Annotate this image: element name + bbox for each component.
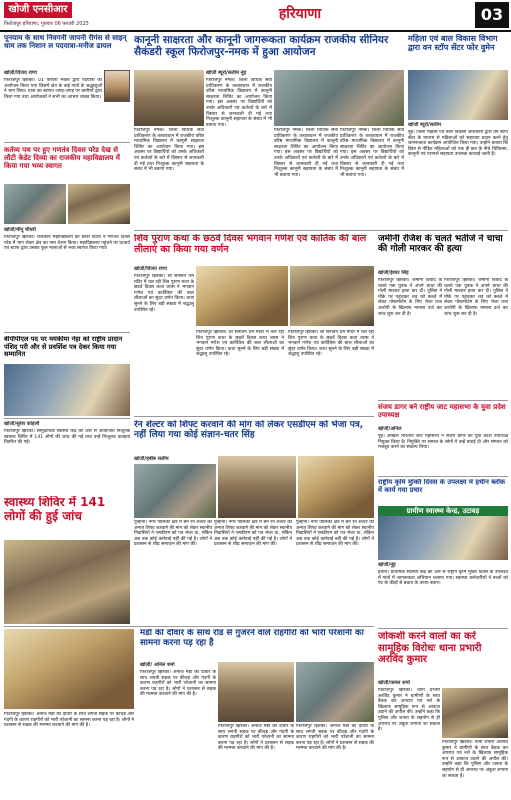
story13-body: हथीन। प्राथमिक स्वास्थ्य केंद्र की ओर से राष्ट्रीय कृमि मुक्ति दिवस के उपलक्ष्य में गांवों में जागरूकता अभियान चलाया गया। स्वास्थ्य कर्मचारियों ने बच्चों को पेट के कीड़ों से बचाव के उपाय बताए। <box>378 570 508 587</box>
story12-photo <box>296 662 374 722</box>
story4-byline: खोजी ब्यूरो/सलीम नूंह <box>206 70 247 76</box>
story11-byline: खोजी/सुरेश कोहली <box>4 421 40 427</box>
story10-body: पुन्हाना। नगर पालिका क्षेत्र में बने रेन शेल्टर को अन्यत्र शिफ्ट करवाने की मांग को लेकर स्थानीय निवासियों ने एसडीएम को पत्र भेजा था, लेकिन अब तक कोई कार्रवाई नहीं की गई है। लोगों ने प्रशासन से शीघ्र समाधान की मांग की। <box>134 520 212 548</box>
story4-body-col: फिरोजपुर नमक। जिला विधिक सेवा प्राधिकरण के तत्वावधान में राजकीय वरिष्ठ माध्यमिक विद्यालय में कानूनी साक्षरता शिविर का आयोजन किया गया। इस अवसर पर विद्यार्थियों को उनके अधिकारों एवं कर्तव्यों के बारे में विस्तार से जानकारी दी गई तथा निःशुल्क कानूनी सहायता के संबंध में भी बताया गया। <box>340 128 404 178</box>
story7-headline: जमीनी रंजिश के चलते भतीजे ने चाचा की गोली मारकर की हत्या <box>378 234 503 255</box>
story7-body-col: फिरोजपुर झिरका। जमीनी विवाद के चलते एक युवक ने अपने चाचा की गोली मारकर हत्या कर दी। पुलिस ने मौके पर पहुंचकर शव को कब्जे में लेकर पोस्टमार्टम के लिए भेजा तथा आरोपी के खिलाफ मामला दर्ज कर जांच शुरू कर दी है। <box>444 278 508 317</box>
story12-body-col: फिरोजपुर झिरका। अनाज मंडी की दीवार के साथ लगती सड़क पर कीचड़ और गंदगी के कारण राहगीरों को भारी परेशानी का सामना करना पड़ रहा है। लोगों ने प्रशासन से सड़क की मरम्मत करवाने की मांग की है। <box>296 724 374 752</box>
story5-byline: खोजी ब्यूरो/सलीम <box>408 122 441 128</box>
story10-photo <box>134 464 216 518</box>
divider <box>4 142 130 143</box>
story10-headline: रेन शेल्टर को शिफ्ट करवाने की मांग को लेकर एसडीएम को भेजा पत्र, नहीं लिया गया कोई संज्ञान-चतर सिंह <box>134 420 364 441</box>
page-number: 03 <box>475 2 509 28</box>
story4-photo <box>274 70 404 126</box>
story4-headline: कानूनी साक्षरता और कानूनी जागरूकता कार्यक्रम राजकीय सीनियर सैकंडरी स्कूल फिरोजपुर-नमक में हुआ आयोजन <box>134 34 389 59</box>
story14-byline: खोजी/कमल शर्मा <box>378 680 410 686</box>
story1-portrait-image <box>104 70 130 102</box>
story6-body-col: फिरोजपुर झिरका। श्री सनातन धर्म मंदिर में चल रही शिव पुराण कथा के छठवें दिवस कथा व्यास ने भगवान गणेश एवं कार्तिकेय की बाल लीलाओं का सुंदर वर्णन किया। कथा सुनने के लिए बड़ी संख्या में श्रद्धालु उपस्थित रहे। <box>288 330 374 358</box>
divider <box>378 476 508 477</box>
story12-photo <box>218 662 294 722</box>
section-title: हरियाणा <box>278 6 322 22</box>
story6-headline: शिव पुराण कथा के छठवें दिवस भगवान गणेश एवं कार्तिक की बाल लीलाएं का किया गया वर्णन <box>134 234 367 255</box>
story5-body: नूंह। जिला महिला एवं बाल विकास अधिकारी द्वारा वन स्टॉप सेंटर के माध्यम से महिलाओं को सहायता प्रदान करने हेतु जागरूकता कार्यक्रम आयोजित किया गया। उन्होंने बताया कि हिंसा से पीड़ित महिलाओं को एक ही छत के नीचे चिकित्सा, कानूनी एवं परामर्श सहायता उपलब्ध करवाई जाती है। <box>408 130 508 158</box>
story14-body: फिरोजपुर झिरका। थाना प्रभारी अरविंद कुमार ने ग्रामीणों के साथ बैठक कर अपराध एवं नशे के खिलाफ सामूहिक रूप से आवाज उठाने की अपील की। उन्होंने कहा कि पुलिस और जनता के सहयोग से ही अपराध पर अंकुश लगाया जा सकता है। <box>378 688 440 733</box>
story12-headline: मंडी की दीवार के साथ रोड से गुजरने वाले राहगीरों को भारी परेशानी का सामना करना पड़ रहा है <box>140 629 364 648</box>
story14-photo <box>442 688 508 738</box>
story10-photo <box>298 456 374 518</box>
story6-byline: खोजी/विजय राणा <box>134 266 167 272</box>
story12-photo <box>4 629 134 709</box>
story10-body-col: पुन्हाना। नगर पालिका क्षेत्र में बने रेन शेल्टर को अन्यत्र शिफ्ट करवाने की मांग को लेकर स्थानीय निवासियों ने एसडीएम को पत्र भेजा था, लेकिन अब तक कोई कार्रवाई नहीं की गई है। लोगों ने प्रशासन से शीघ्र समाधान की मांग की। <box>296 520 374 548</box>
story6-body-col: फिरोजपुर झिरका। श्री सनातन धर्म मंदिर में चल रही शिव पुराण कथा के छठवें दिवस कथा व्यास ने भगवान गणेश एवं कार्तिकेय की बाल लीलाओं का सुंदर वर्णन किया। कथा सुनने के लिए बड़ी संख्या में श्रद्धालु उपस्थित रहे। <box>196 330 284 358</box>
story14-headline: जोकशी करने वालों का करें सामूहिक विरोधः थाना प्रभारी अरविंद कुमार <box>378 631 482 665</box>
story9-headline: राष्ट्रीय कृमि मुक्ति दिवस के उपलक्ष्य में हथीन ब्लॉक में कार्य गया प्रचार <box>378 479 506 494</box>
story3-photo <box>4 364 130 416</box>
story6-photo <box>290 266 374 326</box>
story13-byline: खोजी/नूंह <box>378 562 396 568</box>
divider <box>134 416 374 417</box>
story1-body: फिरोजपुर झिरका। 01 फरवरी भक्तों द्वारा पदयात्रा का आयोजन किया गया जिसमें क्षेत्र के कई गांवों के श्रद्धालुओं ने भाग लिया। यात्रा का स्वागत जगह-जगह पर ग्रामीणों द्वारा किया गया तथा आयोजकों ने सभी का आभार व्यक्त किया। <box>4 78 102 100</box>
story10-photo <box>218 456 296 518</box>
story8-headline: संजय डागर बने राष्ट्रीय जाट महासभा के युवा प्रदेश उपाध्यक्ष <box>378 403 506 420</box>
story6-body: फिरोजपुर झिरका। श्री सनातन धर्म मंदिर में चल रही शिव पुराण कथा के छठवें दिवस कथा व्यास ने भगवान गणेश एवं कार्तिकेय की बाल लीलाओं का सुंदर वर्णन किया। कथा सुनने के लिए बड़ी संख्या में श्रद्धालु उपस्थित रहे। <box>134 274 194 313</box>
story12-byline: खोजी/ अनिल शर्मा <box>140 662 175 668</box>
dateline: फिरोजपुर हरियाणा, गुरुवार 06 फरवरी 2025 <box>4 21 89 27</box>
story2-byline: खोजी/मीनू चौधरी <box>4 227 36 233</box>
story5-headline: महिला एवं बाल विकास विभाग द्वारा वन स्टॉप सेंटर फोर वुमेन <box>408 34 498 53</box>
divider <box>4 626 374 627</box>
story2-photo <box>4 184 66 224</box>
story2-body: फिरोजपुर झिरका। राजकीय महाविद्यालय की छात्रा दिव्या ने गणतंत्र दिवस परेड में भाग लेकर क्षेत्र का नाम रोशन किया। महाविद्यालय पहुंचने पर प्राचार्य एवं स्टाफ द्वारा उसका फूल मालाओं से भव्य स्वागत किया गया। <box>4 235 130 252</box>
story4-body-col: फिरोजपुर नमक। जिला विधिक सेवा प्राधिकरण के तत्वावधान में राजकीय वरिष्ठ माध्यमिक विद्यालय में कानूनी साक्षरता शिविर का आयोजन किया गया। इस अवसर पर विद्यार्थियों को उनके अधिकारों एवं कर्तव्यों के बारे में विस्तार से जानकारी दी गई तथा निःशुल्क कानूनी सहायता के संबंध में भी बताया गया। <box>134 128 204 173</box>
story12-body: फिरोजपुर झिरका। अनाज मंडी की दीवार के साथ लगती सड़क पर कीचड़ और गंदगी के कारण राहगीरों को भारी परेशानी का सामना करना पड़ रहा है। लोगों ने प्रशासन से सड़क की मरम्मत करवाने की मांग की है। <box>140 670 216 698</box>
story8-body: नूंह। अखिल भारतीय जाट महासभा ने संजय डागर को युवा प्रदेश उपाध्यक्ष नियुक्त किया है। नियुक्ति पर समाज के लोगों ने उन्हें बधाई दी और संगठन को मजबूत करने का संकल्प लिया। <box>378 434 508 451</box>
story13-photo <box>378 516 508 560</box>
story3-headline: बीपीपीएल पद पर मयंकीमा नेहा को राष्ट्रीय प्रादान पंशिद परी और से प्रवर्शिश पत्र देकर किया गया सम्मानित <box>4 336 123 359</box>
divider <box>378 628 508 629</box>
story4-photo <box>134 70 204 126</box>
story2-headline: कर्तव्य पथ पर हुए गणतंत्र दिवस परेड देख से लौटी केडेट दिव्या का राजकीय महाविद्यालय में किया गया भव्य स्वागत <box>4 146 120 171</box>
story11-headline: स्वास्थ्य शिविर में 141 लोगों की हुई जांच <box>4 496 106 523</box>
divider <box>378 400 508 401</box>
divider <box>4 332 130 333</box>
story4-body-col: फिरोजपुर नमक। जिला विधिक सेवा प्राधिकरण के तत्वावधान में राजकीय वरिष्ठ माध्यमिक विद्यालय में कानूनी साक्षरता शिविर का आयोजन किया गया। इस अवसर पर विद्यार्थियों को उनके अधिकारों एवं कर्तव्यों के बारे में विस्तार से जानकारी दी गई तथा निःशुल्क कानूनी सहायता के संबंध में भी बताया गया। <box>274 128 338 178</box>
story1-byline: खोजी/विजय राणा <box>4 70 37 76</box>
story6-photo <box>196 266 288 326</box>
story11-photo <box>4 540 130 624</box>
story8-byline: खोजी/अनिल <box>378 426 402 432</box>
story2-photo <box>68 184 130 224</box>
story13-banner: ग्रामीण स्वास्थ्य केन्द्र, उटावड़ <box>378 506 508 516</box>
story4-body: फिरोजपुर नमक। जिला विधिक सेवा प्राधिकरण के तत्वावधान में राजकीय वरिष्ठ माध्यमिक विद्यालय में कानूनी साक्षरता शिविर का आयोजन किया गया। इस अवसर पर विद्यार्थियों को उनके अधिकारों एवं कर्तव्यों के बारे में विस्तार से जानकारी दी गई तथा निःशुल्क कानूनी सहायता के संबंध में भी बताया गया। <box>206 78 272 128</box>
story10-byline: खोजी/हबीब सलीम <box>134 456 169 462</box>
story12-body-col: फिरोजपुर झिरका। अनाज मंडी की दीवार के साथ लगती सड़क पर कीचड़ और गंदगी के कारण राहगीरों को भारी परेशानी का सामना करना पड़ रहा है। लोगों ने प्रशासन से सड़क की मरम्मत करवाने की मांग की है। <box>4 712 134 729</box>
story14-body-col: फिरोजपुर झिरका। थाना प्रभारी अरविंद कुमार ने ग्रामीणों के साथ बैठक कर अपराध एवं नशे के खिलाफ सामूहिक रूप से आवाज उठाने की अपील की। उन्होंने कहा कि पुलिस और जनता के सहयोग से ही अपराध पर अंकुश लगाया जा सकता है। <box>442 740 508 779</box>
newspaper-logo: खोजी एनसीआर <box>4 2 72 18</box>
story7-byline: खोजी/ईश्वर सिंह <box>378 270 409 276</box>
story5-photo <box>408 70 508 120</box>
story10-body-col: पुन्हाना। नगर पालिका क्षेत्र में बने रेन शेल्टर को अन्यत्र शिफ्ट करवाने की मांग को लेकर स्थानीय निवासियों ने एसडीएम को पत्र भेजा था, लेकिन अब तक कोई कार्रवाई नहीं की गई है। लोगों ने प्रशासन से शीघ्र समाधान की मांग की। <box>214 520 292 548</box>
story11-body: फिरोजपुर झिरका। सामुदायिक स्वास्थ्य केंद्र की ओर से आयोजित निःशुल्क स्वास्थ्य शिविर में 141 लोगों की जांच की गई तथा उन्हें निःशुल्क दवाइयां वितरित की गईं। <box>4 429 130 446</box>
divider <box>134 230 508 231</box>
story7-body: फिरोजपुर झिरका। जमीनी विवाद के चलते एक युवक ने अपने चाचा की गोली मारकर हत्या कर दी। पुलिस ने मौके पर पहुंचकर शव को कब्जे में लेकर पोस्टमार्टम के लिए भेजा तथा आरोपी के खिलाफ मामला दर्ज कर जांच शुरू कर दी है। <box>378 278 442 317</box>
divider <box>4 418 130 419</box>
story12-body-col: फिरोजपुर झिरका। अनाज मंडी की दीवार के साथ लगती सड़क पर कीचड़ और गंदगी के कारण राहगीरों को भारी परेशानी का सामना करना पड़ रहा है। लोगों ने प्रशासन से सड़क की मरम्मत करवाने की मांग की है। <box>218 724 294 752</box>
story1-headline: पूनयाम के साथ निवगनी जापनी रीगंस से साइन् धाम तक निशान ल पदयात्रा-मनीज ढायल <box>4 34 127 51</box>
